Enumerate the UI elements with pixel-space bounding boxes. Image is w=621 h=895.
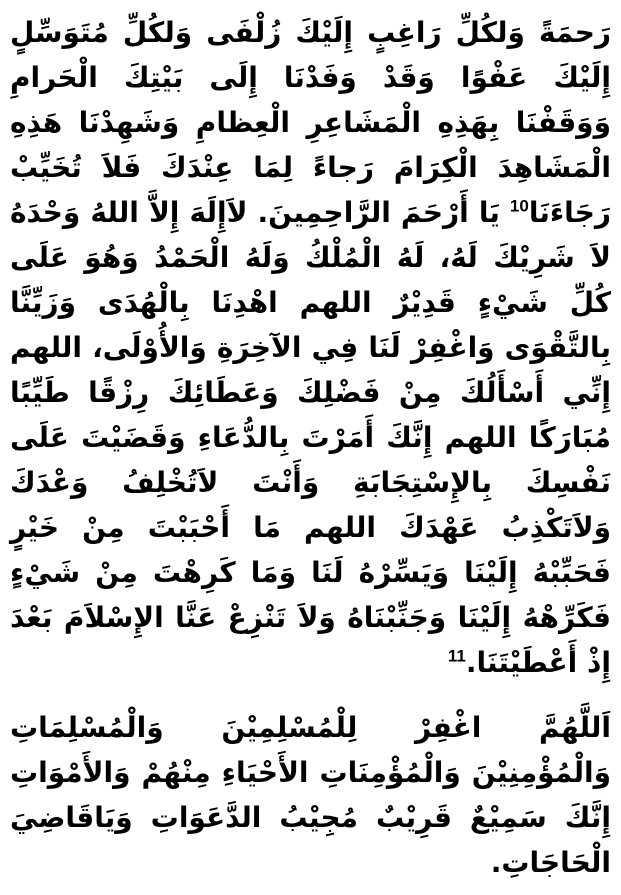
text-segment: رَحمَةً وَلكُلِّ رَاغِبٍ إِلَيْكَ زُلْفَى وَلكُلِّ مُتَوَسِّلٍ إِلَيْكَ عَفْوًا وَقَدْ وَفَدْنَا إِلَى بَيْتِكَ الْحَرامِ وَوَقَفْنَا بِهَذِهِ الْمَشَاعِرِ الْعِظامِ وَشَهِدْنَا هَذِهِ الْمَشَاهِدَ الْكِرَامَ رَجاءً لِمَا عِنْدَكَ فَلاَ تُخَيِّبْ رَجَاءَنَا [10,16,611,229]
paragraph-prayer-closing [10,705,611,885]
paragraph-prayer-main [10,10,611,685]
text-segment: يَا أَرْحَمَ الرَّاحِمِينَ. لاَإِلَهَ إِلاَّ اللهُ وَحْدَهُ لاَ شَرِيْكَ لَهُ، لَهُ الْمُلْكُ وَلَهُ الْحَمْدُ وَهُوَ عَلَى كُلِّ شَيْءٍ قَدِيْرٌ اللهم اهْدِنَا بِالْهُدَى وَزَيِّنَّا بِالتَّقْوَى وَاغْفِرْ لَنَا فِي الآخِرَةِ وَالأُوْلَى، اللهم إِنِّي أَسْأَلُكَ مِنْ فَضْلِكَ وَعَطَائِكَ رِزْقًا طَيِّبًا مُبَارَكًا اللهم إِنَّكَ أَمَرْتَ بِالدُّعَاءِ وَقَضَيْتَ عَلَى نَفْسِكَ بِالإِسْتِجَابَةِ وَأَنْتَ لاَتُخْلِفُ وَعْدَكَ وَلاَتَكْذِبُ عَهْدَكَ اللهم مَا أَحْبَبْتَ مِنْ خَيْرٍ فَحَبِّبْهُ إِلَيْنَا وَيَسِّرْهُ لَنَا وَمَا كَرِهْتَ مِنْ شَيْءٍ فَكَرِّهْهُ إِلَيْنَا وَجَنِّبْنَاهُ وَلاَ تَنْزِعْ عَنَّا الإِسْلاَمَ بَعْدَ إِذْ أَعْطَيْتَنَا. [10,196,611,679]
text-segment: اَللَّهُمَّ اغْفِرْ لِلْمُسْلِمِيْنَ وَالْمُسْلِمَاتِ وَالْمُؤْمِنِيْنَ وَالْمُؤْمِنَاتِ الأَحْيَاءِ مِنْهُمْ وَالأَمْوَاتِ إِنَّكَ سَمِيْعٌ قَرِيْبٌ مُجِيْبُ الدَّعَوَاتِ وَيَاقَاضِيَ الْحَاجَاتِ. [10,711,611,879]
footnote-marker[interactable]: 10 [509,196,529,216]
footnote-marker[interactable]: 11 [447,646,466,666]
